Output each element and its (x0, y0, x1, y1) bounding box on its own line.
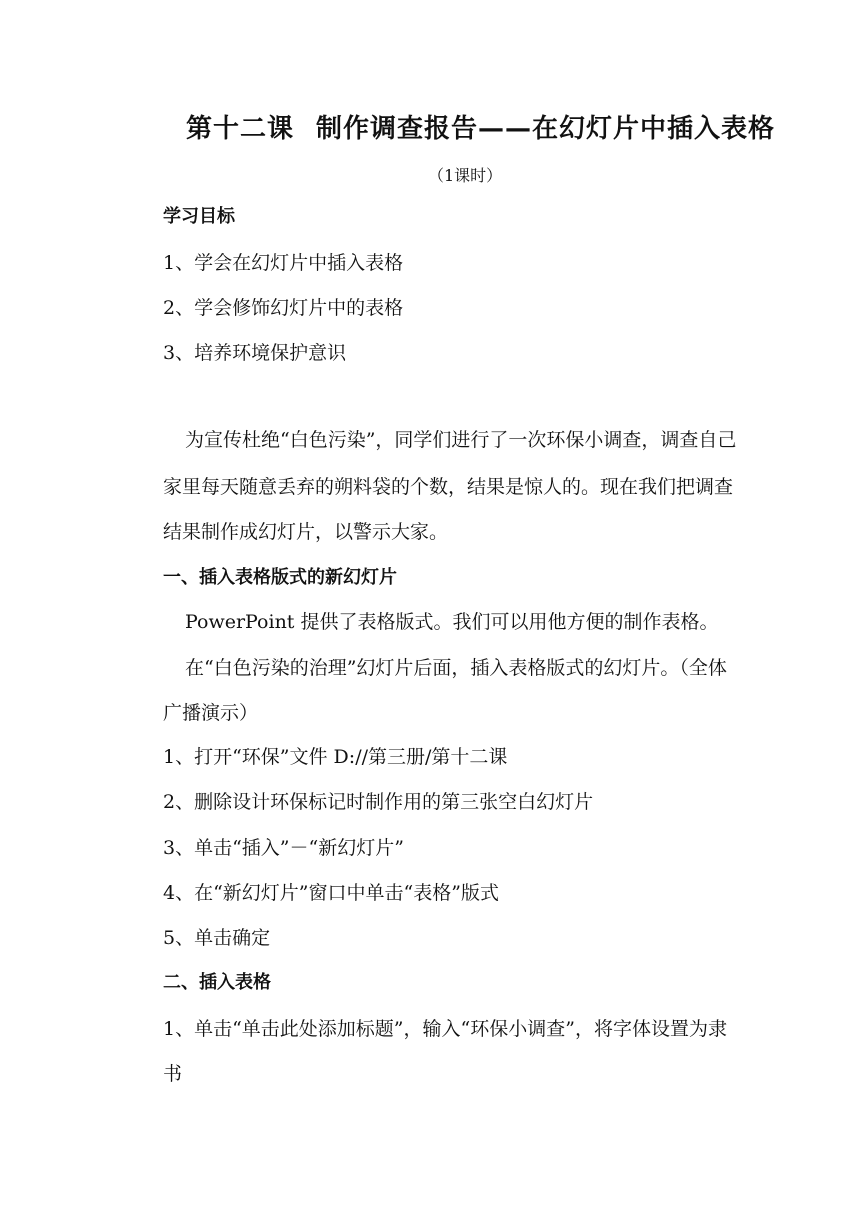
title-lesson: 第十二课 (186, 114, 295, 144)
objective-item: 1、学会在幻灯片中插入表格 (163, 252, 404, 274)
step-item: 1、单击“单击此处添加标题”，输入“环保小调查”，将字体设置为隶 (163, 1018, 727, 1040)
intro-line: 为宣传杜绝“白色污染”，同学们进行了一次环保小调查，调查自己 (185, 429, 737, 451)
objective-item: 2、学会修饰幻灯片中的表格 (163, 297, 404, 319)
section2-heading: 二、插入表格 (163, 972, 271, 993)
section1-paragraph: PowerPoint 提供了表格版式。我们可以用他方便的制作表格。 (185, 611, 719, 633)
step-item: 1、打开“环保”文件 D://第三册/第十二课 (163, 746, 508, 768)
page-title (186, 108, 775, 145)
title-topic: 制作调查报告——在幻灯片中插入表格 (316, 114, 776, 144)
step-item: 3、单击“插入”－“新幻灯片” (163, 837, 404, 859)
step-item: 2、删除设计环保标记时制作用的第三张空白幻灯片 (163, 791, 594, 813)
objective-item: 3、培养环境保护意识 (163, 342, 347, 364)
lesson-duration: （1课时） (428, 166, 503, 185)
step-item: 书 (163, 1063, 183, 1085)
intro-line: 家里每天随意丢弃的朔料袋的个数，结果是惊人的。现在我们把调查 (163, 476, 734, 498)
step-item: 4、在“新幻灯片”窗口中单击“表格”版式 (163, 882, 499, 904)
intro-line: 结果制作成幻灯片，以警示大家。 (163, 521, 449, 543)
objectives-heading: 学习目标 (163, 206, 235, 227)
section1-paragraph: 在“白色污染的治理”幻灯片后面，插入表格版式的幻灯片。（全体 (185, 657, 727, 679)
section1-paragraph: 广播演示） (163, 702, 259, 724)
section1-heading: 一、插入表格版式的新幻灯片 (163, 567, 397, 588)
step-item: 5、单击确定 (163, 927, 271, 949)
